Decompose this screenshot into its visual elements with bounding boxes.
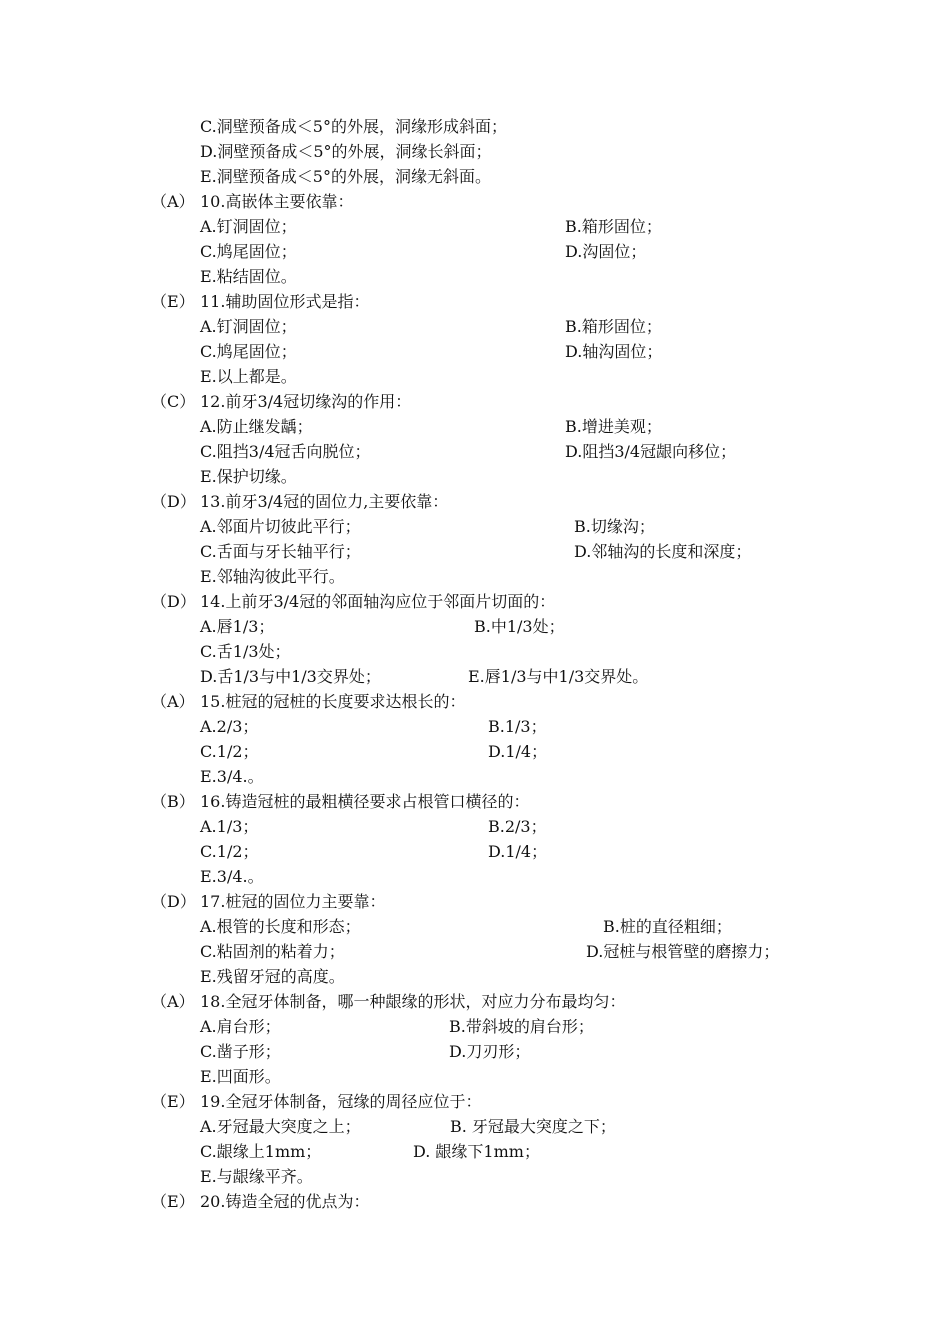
q17-stem: 17.桩冠的固位力主要靠： (200, 892, 386, 911)
q14-option-d: D.舌1/3与中1/3交界处； (200, 667, 381, 686)
q11-option-a: A.钉洞固位； (200, 317, 297, 336)
q18-option-e: E.凹面形。 (200, 1067, 281, 1086)
q20-stem: 20.铸造全冠的优点为： (200, 1192, 370, 1211)
q20-answer: （E） (151, 1192, 195, 1211)
q11-option-e: E.以上都是。 (200, 367, 297, 386)
q18-option-d: D.刀刃形； (449, 1042, 531, 1061)
q13-option-a: A.邻面片切彼此平行； (200, 517, 361, 536)
q16-answer: （B） (151, 792, 195, 811)
q15-answer: （A） (151, 692, 195, 711)
q13-option-c: C.舌面与牙长轴平行； (200, 542, 361, 561)
q14-option-e: E.唇1/3与中1/3交界处。 (468, 667, 649, 686)
q10-option-e: E.粘结固位。 (200, 267, 297, 286)
q13-option-e: E.邻轴沟彼此平行。 (200, 567, 345, 586)
q10-option-c: C.鸠尾固位； (200, 242, 297, 261)
q11-option-c: C.鸠尾固位； (200, 342, 297, 361)
q18-option-b: B.带斜坡的肩台形； (449, 1017, 594, 1036)
q11-answer: （E） (151, 292, 195, 311)
q18-stem: 18.全冠牙体制备，哪一种龈缘的形状，对应力分布最均匀： (200, 992, 626, 1011)
q11-option-b: B.箱形固位； (565, 317, 662, 336)
q14-option-a: A.唇1/3； (200, 617, 275, 636)
q15-option-a: A.2/3； (200, 717, 259, 736)
q16-stem: 16.铸造冠桩的最粗横径要求占根管口横径的： (200, 792, 530, 811)
q11-option-d: D.轴沟固位； (565, 342, 663, 361)
q15-option-c: C.1/2； (200, 742, 259, 761)
q14-option-b: B.中1/3处； (474, 617, 565, 636)
q12-option-a: A.防止继发龋； (200, 417, 313, 436)
q16-option-d: D.1/4； (488, 842, 548, 861)
q17-option-c: C.粘固剂的粘着力； (200, 942, 345, 961)
q16-option-e: E.3/4.。 (200, 867, 264, 886)
q19-option-d: D. 龈缘下1mm； (413, 1142, 540, 1161)
q9-option-c: C.洞壁预备成＜5°的外展，洞缘形成斜面； (200, 117, 507, 136)
q15-option-d: D.1/4； (488, 742, 548, 761)
q17-option-a: A.根管的长度和形态； (200, 917, 361, 936)
q19-stem: 19.全冠牙体制备，冠缘的周径应位于： (200, 1092, 482, 1111)
q10-option-a: A.钉洞固位； (200, 217, 297, 236)
q17-answer: （D） (151, 892, 196, 911)
q14-answer: （D） (151, 592, 196, 611)
q18-option-a: A.肩台形； (200, 1017, 281, 1036)
q19-option-a: A.牙冠最大突度之上； (200, 1117, 361, 1136)
q12-option-e: E.保护切缘。 (200, 467, 297, 486)
q18-option-c: C.凿子形； (200, 1042, 281, 1061)
q12-option-d: D.阻挡3/4冠龈向移位； (565, 442, 737, 461)
q19-option-e: E.与龈缘平齐。 (200, 1167, 313, 1186)
q19-option-c: C.龈缘上1mm； (200, 1142, 322, 1161)
q15-option-b: B.1/3； (488, 717, 547, 736)
q12-stem: 12.前牙3/4冠切缘沟的作用： (200, 392, 412, 411)
q16-option-a: A.1/3； (200, 817, 259, 836)
q12-option-b: B.增进美观； (565, 417, 662, 436)
q19-option-b: B. 牙冠最大突度之下； (450, 1117, 616, 1136)
q13-answer: （D） (151, 492, 196, 511)
q16-option-b: B.2/3； (488, 817, 547, 836)
q10-answer: （A） (151, 192, 195, 211)
q11-stem: 11.辅助固位形式是指： (200, 292, 370, 311)
q17-option-e: E.残留牙冠的高度。 (200, 967, 345, 986)
q15-stem: 15.桩冠的冠桩的长度要求达根长的： (200, 692, 466, 711)
q10-stem: 10.高嵌体主要依靠： (200, 192, 354, 211)
q10-option-b: B.箱形固位； (565, 217, 662, 236)
q19-answer: （E） (151, 1092, 195, 1111)
q15-option-e: E.3/4.。 (200, 767, 264, 786)
q13-option-b: B.切缘沟； (574, 517, 655, 536)
q12-answer: （C） (151, 392, 196, 411)
q9-option-e: E.洞壁预备成＜5°的外展，洞缘无斜面。 (200, 167, 491, 186)
q17-option-b: B.桩的直径粗细； (603, 917, 732, 936)
q10-option-d: D.沟固位； (565, 242, 647, 261)
q18-answer: （A） (151, 992, 195, 1011)
q17-option-d: D.冠桩与根管壁的磨擦力； (586, 942, 780, 961)
q9-option-d: D.洞壁预备成＜5°的外展，洞缘长斜面； (200, 142, 492, 161)
q12-option-c: C.阻挡3/4冠舌向脱位； (200, 442, 371, 461)
q13-option-d: D.邻轴沟的长度和深度； (574, 542, 752, 561)
q16-option-c: C.1/2； (200, 842, 259, 861)
q14-option-c: C.舌1/3处； (200, 642, 291, 661)
q14-stem: 14.上前牙3/4冠的邻面轴沟应位于邻面片切面的： (200, 592, 556, 611)
q13-stem: 13.前牙3/4冠的固位力,主要依靠： (200, 492, 449, 511)
